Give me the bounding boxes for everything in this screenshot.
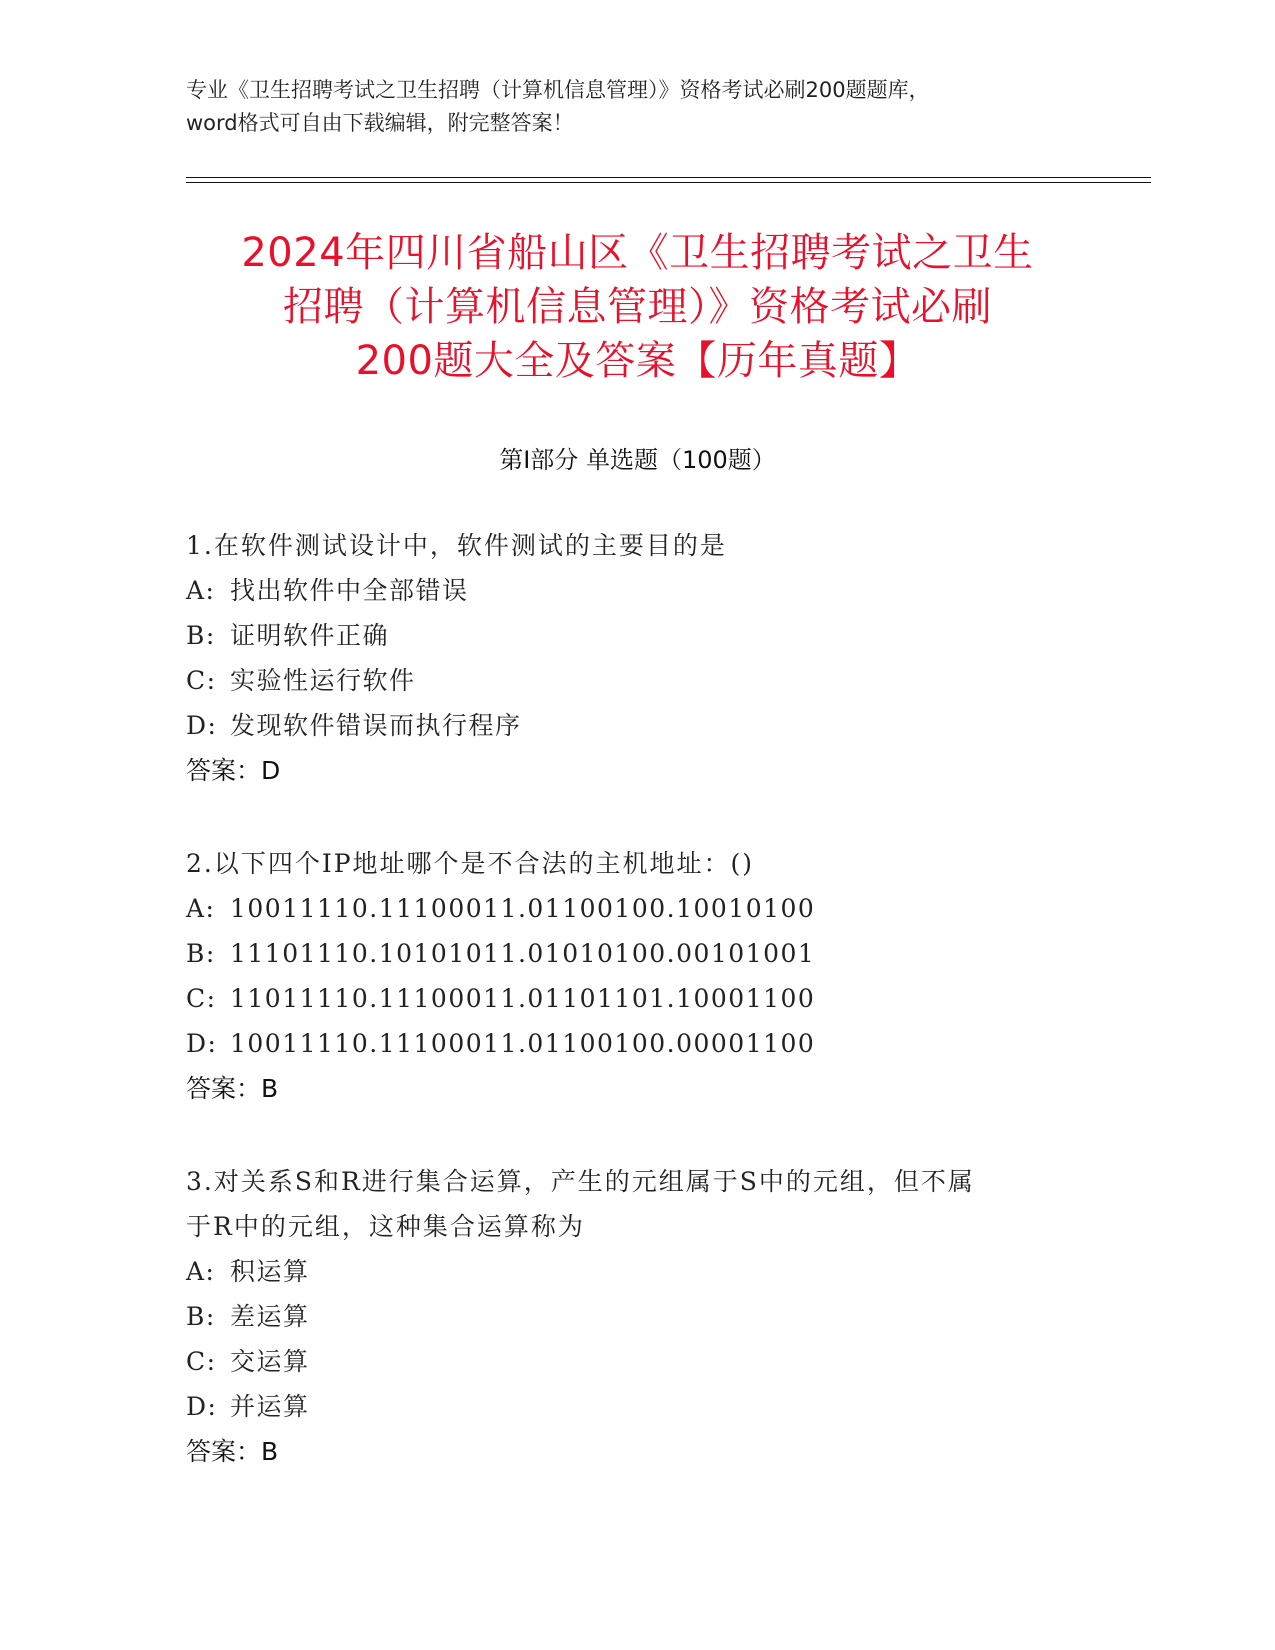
- answer-option: [186, 931, 1086, 976]
- question-stem-line: 1.在软件测试设计中，软件测试的主要目的是: [186, 531, 727, 560]
- option-key: D:: [186, 1392, 218, 1421]
- document-title-line: 200题大全及答案【历年真题】: [355, 338, 920, 384]
- option-key: A:: [186, 894, 216, 923]
- header-note: [186, 74, 1086, 140]
- answer-option: [186, 886, 1086, 931]
- answer-option: [186, 976, 1086, 1021]
- option-key: A:: [186, 576, 216, 605]
- option-key: B:: [186, 939, 216, 968]
- option-key: B:: [186, 621, 216, 650]
- option-text: 10011110.11100011.01100100.00001100: [230, 1029, 816, 1058]
- header-divider: [186, 177, 1151, 178]
- option-key: B:: [186, 1302, 216, 1331]
- answer-option: [186, 613, 1086, 658]
- answer-line: 答案：B: [186, 1074, 279, 1103]
- option-text: 11101110.10101011.01010100.00101001: [230, 939, 816, 968]
- question-stem: [186, 523, 1086, 568]
- option-key: C:: [186, 666, 217, 695]
- question-item: [186, 523, 1086, 793]
- question-stem-line: 于R中的元组，这种集合运算称为: [186, 1212, 585, 1241]
- question-stem: [186, 841, 1086, 886]
- question-item: [186, 1159, 1086, 1474]
- option-text: 发现软件错误而执行程序: [230, 711, 522, 740]
- option-text: 差运算: [230, 1302, 310, 1331]
- header-divider: [186, 182, 1151, 183]
- question-item: [186, 841, 1086, 1111]
- option-text: 并运算: [230, 1392, 310, 1421]
- option-key: A:: [186, 1257, 216, 1286]
- option-text: 找出软件中全部错误: [230, 576, 469, 605]
- section-heading: 第I部分 单选题（100题）: [499, 446, 776, 474]
- document-title-line: 2024年四川省船山区《卫生招聘考试之卫生: [241, 230, 1034, 276]
- option-text: 积运算: [230, 1257, 310, 1286]
- answer-option: [186, 1384, 1086, 1429]
- question-stem-line: 2.以下四个IP地址哪个是不合法的主机地址：(): [186, 849, 755, 878]
- option-text: 10011110.11100011.01100100.10010100: [230, 894, 816, 923]
- option-key: C:: [186, 1347, 217, 1376]
- option-key: C:: [186, 984, 217, 1013]
- question-stem: [186, 1159, 1086, 1249]
- answer-option: [186, 1339, 1086, 1384]
- answer-option: [186, 1294, 1086, 1339]
- answer-option: [186, 658, 1086, 703]
- option-text: 11011110.11100011.01101101.10001100: [230, 984, 816, 1013]
- question-stem-line: 3.对关系S和R进行集合运算，产生的元组属于S中的元组，但不属: [186, 1167, 975, 1196]
- header-note-line: 专业《卫生招聘考试之卫生招聘（计算机信息管理）》资格考试必刷200题题库，: [186, 78, 930, 102]
- answer-line: 答案：D: [186, 756, 281, 785]
- option-text: 实验性运行软件: [230, 666, 416, 695]
- answer-line: 答案：B: [186, 1437, 279, 1466]
- option-text: 交运算: [230, 1347, 310, 1376]
- option-text: 证明软件正确: [230, 621, 390, 650]
- document-title: [120, 226, 1155, 388]
- option-key: D:: [186, 711, 218, 740]
- document-title-line: 招聘（计算机信息管理）》资格考试必刷: [283, 284, 992, 330]
- answer-option: [186, 1249, 1086, 1294]
- answer-option: [186, 1021, 1086, 1066]
- option-key: D:: [186, 1029, 218, 1058]
- header-note-line: word格式可自由下载编辑，附完整答案！: [186, 111, 574, 135]
- answer-option: [186, 703, 1086, 748]
- answer-option: [186, 568, 1086, 613]
